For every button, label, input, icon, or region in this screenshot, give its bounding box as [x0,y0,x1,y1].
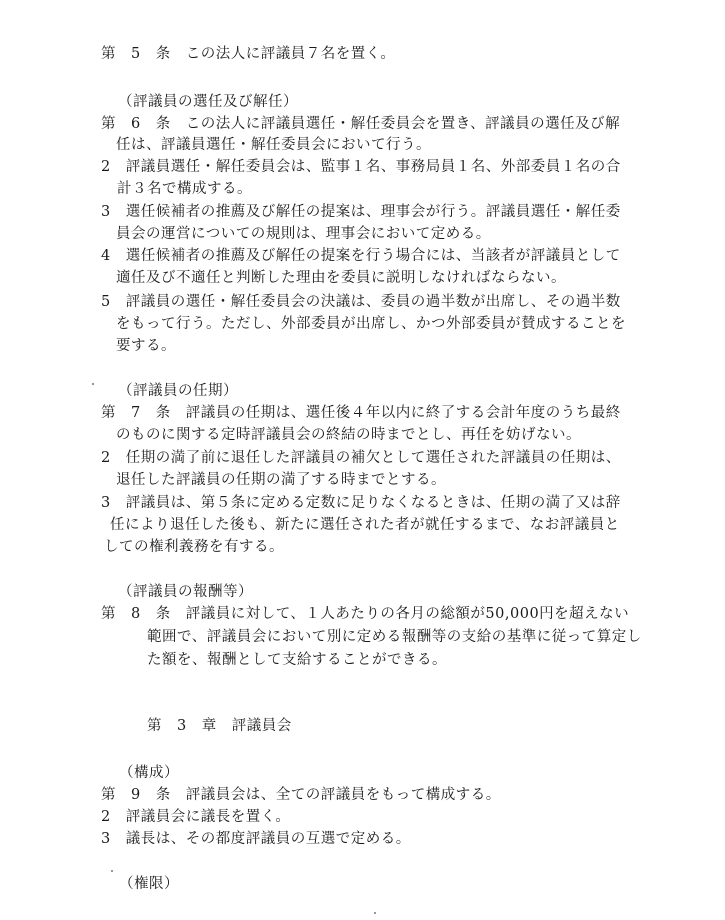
heading-composition: （構成） [119,765,179,781]
article-8-line-1: 第 8 条 評議員に対して、１人あたりの各月の総額が50,000円を超えない [101,606,630,622]
article-6-item-3-line-2: 員会の運営についての規則は、理事会において定める。 [116,226,491,242]
article-9: 第 9 条 評議員会は、全ての評議員をもって構成する。 [101,787,501,803]
scan-speck [374,912,376,914]
heading-remuneration: （評議員の報酬等） [118,584,253,600]
article-7-item-2-line-1: 2 任期の満了前に退任した評議員の補欠として選任された評議員の任期は、 [101,450,621,466]
article-7-item-3-line-3: しての権利義務を有する。 [104,539,284,555]
scan-speck [111,870,113,872]
article-6-item-4-line-1: 4 選任候補者の推薦及び解任の提案を行う場合には、当該者が評議員として [101,248,621,264]
article-9-item-2: 2 評議員会に議長を置く。 [101,809,291,825]
article-5: 第 5 条 この法人に評議員７名を置く。 [101,46,396,62]
heading-election-dismissal: （評議員の選任及び解任） [118,94,298,110]
article-8-line-3: た額を、報酬として支給することができる。 [147,652,447,668]
article-6-item-2-line-1: 2 評議員選任・解任委員会は、監事１名、事務局員１名、外部委員１名の合 [101,159,621,175]
article-6-item-3-line-1: 3 選任候補者の推薦及び解任の提案は、理事会が行う。評議員選任・解任委 [101,204,621,220]
article-7-line-2: のものに関する定時評議員会の終結の時までとし、再任を妨げない。 [116,427,581,443]
scan-speck [92,383,94,385]
article-7-item-2-line-2: 退任した評議員の任期の満了する時までとする。 [116,472,446,488]
article-6-item-5-line-1: 5 評議員の選任・解任委員会の決議は、委員の過半数が出席し、その過半数 [101,294,621,310]
article-7-line-1: 第 7 条 評議員の任期は、選任後４年以内に終了する会計年度のうち最終 [101,405,621,421]
article-7-item-3-line-2: 任により退任した後も、新たに選任された者が就任するまで、なお評議員と [110,517,620,533]
article-6-item-5-line-2: をもって行う。ただし、外部委員が出席し、かつ外部委員が賛成することを [116,316,626,332]
chapter-3-heading: 第 3 章 評議員会 [147,718,292,734]
article-6-line-2: 任は、評議員選任・解任委員会において行う。 [116,137,431,153]
article-9-item-3: 3 議長は、その都度評議員の互選で定める。 [101,831,411,847]
article-6-item-4-line-2: 適任及び不適任と判断した理由を委員に説明しなければならない。 [116,270,566,286]
heading-term: （評議員の任期） [118,383,238,399]
article-7-item-3-line-1: 3 評議員は、第５条に定める定数に足りなくなるときは、任期の満了又は辞 [101,495,621,511]
article-6-item-2-line-2: 計３名で構成する。 [117,181,252,197]
heading-authority: （権限） [119,876,179,892]
article-8-line-2: 範囲で、評議員会において別に定める報酬等の支給の基準に従って算定し [147,629,642,645]
article-6-item-5-line-3: 要する。 [116,338,176,354]
article-6-line-1: 第 6 条 この法人に評議員選任・解任委員会を置き、評議員の選任及び解 [101,116,621,132]
